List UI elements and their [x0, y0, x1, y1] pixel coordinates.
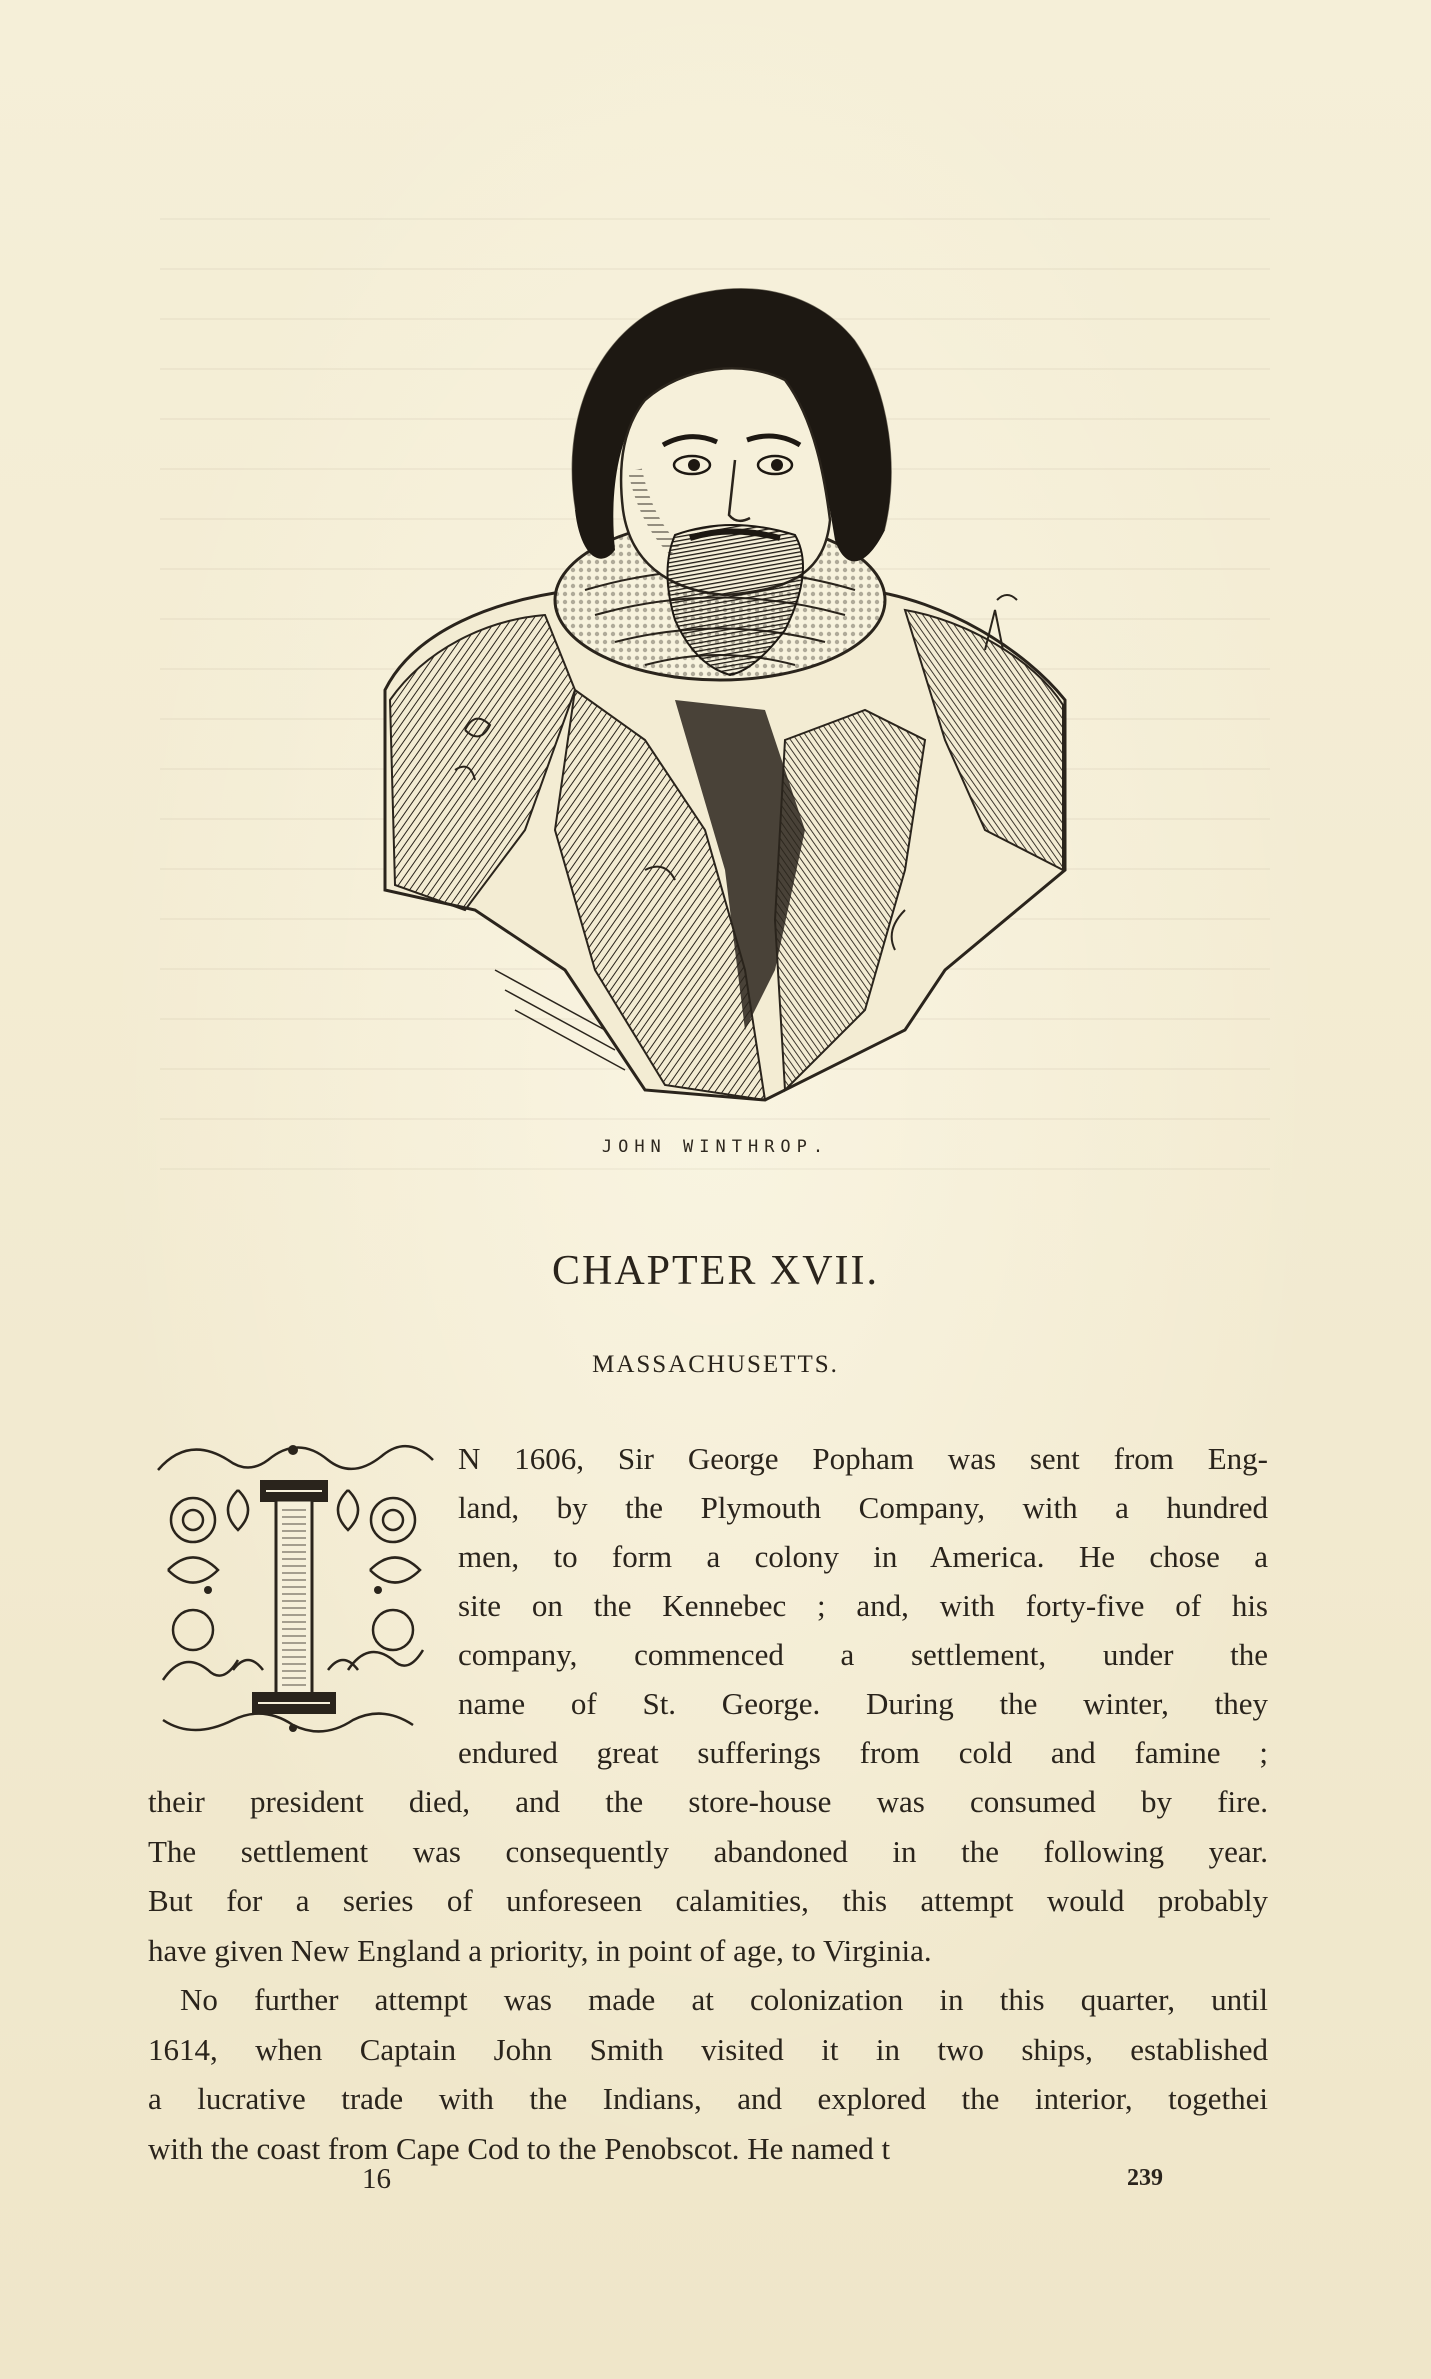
ornate-floral-initial-icon — [148, 1430, 440, 1740]
text-line: land, by the Plymouth Company, with a hundred — [458, 1490, 1268, 1525]
text-line: But for a series of unforeseen calamities, this attempt would probably — [148, 1883, 1268, 1918]
portrait-engraving — [345, 270, 1095, 1120]
text-line: 1614, when Captain John Smith visited it in two ships, established — [148, 2031, 1268, 2067]
text-line: men, to form a colony in America. He chose a — [458, 1539, 1268, 1574]
text-line: N 1606, Sir George Popham was sent from Eng- — [458, 1441, 1268, 1476]
portrait-caption: JOHN WINTHROP. — [601, 1137, 830, 1157]
body-text — [148, 1777, 1268, 2173]
text-line: have given New England a priority, in point of age, to Virginia. — [148, 1932, 932, 1968]
text-line: The settlement was consequently abandoned in the following year. — [148, 1833, 1268, 1869]
text-line: endured great sufferings from cold and famine ; — [458, 1735, 1268, 1770]
chapter-title: CHAPTER XVII. — [552, 1248, 879, 1294]
section-title: MASSACHUSETTS. — [592, 1351, 839, 1378]
text-line: their president died, and the store-house was consumed by fire. — [148, 1784, 1268, 1819]
signature-mark: 16 — [362, 2163, 391, 2195]
text-line: a lucrative trade with the Indians, and explored the interior, togethei — [148, 2081, 1268, 2116]
text-line: company, commenced a settlement, under the — [458, 1637, 1268, 1672]
text-line: with the coast from Cape Cod to the Penobscot. He named t — [148, 2130, 891, 2166]
text-line: name of St. George. During the winter, they — [458, 1686, 1268, 1721]
paragraph-1-wrapped — [458, 1434, 1268, 1777]
page-number: 239 — [1127, 2165, 1163, 2191]
text-line: No further attempt was made at colonization in this quarter, until — [180, 1982, 1268, 2017]
text-line: site on the Kennebec ; and, with forty-five of his — [458, 1588, 1268, 1623]
